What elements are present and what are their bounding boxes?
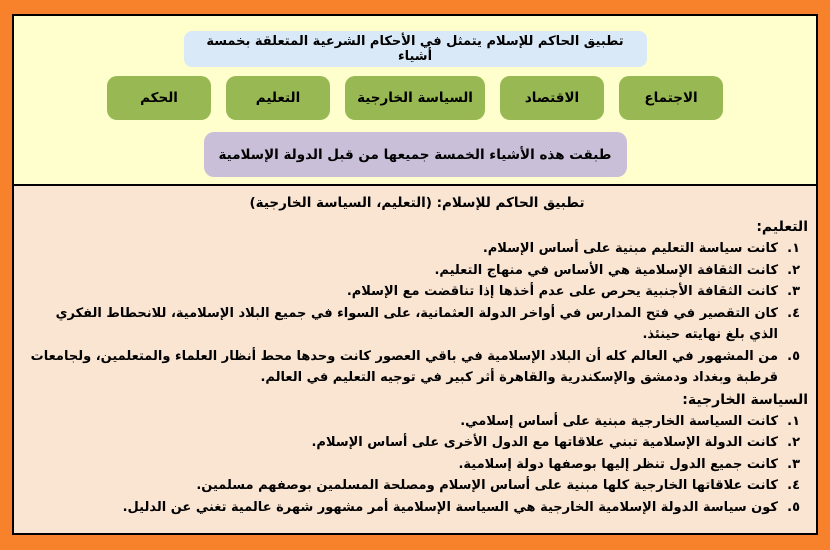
list-item: [26, 475, 808, 497]
section-heading-foreign-policy: السياسة الخارجية:: [682, 391, 808, 408]
item-text: كانت جميع الدول تنظر إليها بوصفها دولة إسلامية.: [458, 456, 778, 472]
category-box-education: [226, 76, 330, 120]
category-label: السياسة الخارجية: [357, 90, 473, 106]
category-row: [107, 76, 723, 120]
item-number: ٣.: [787, 456, 800, 472]
applied-note-text: طبقت هذه الأشياء الخمسة جميعها من قبل الدولة الإسلامية: [218, 146, 612, 163]
overview-panel: [12, 14, 818, 186]
item-text: كانت الدولة الإسلامية تبني علاقاتها مع الدول الأخرى على أساس الإسلام.: [311, 435, 778, 450]
item-number: ٤.: [787, 305, 800, 321]
applied-note-box: [204, 132, 627, 177]
item-text: كانت سياسة التعليم مبنية على أساس الإسلام.: [482, 241, 778, 256]
category-box-governance: [107, 76, 211, 120]
list-item: [26, 497, 808, 519]
category-label: الاقتصاد: [524, 90, 580, 106]
slide-inner: [12, 14, 818, 535]
category-label: الحكم: [140, 90, 178, 106]
item-text: كانت السياسة الخارجية مبنية على أساس إسلامي.: [460, 413, 778, 429]
item-text: كون سياسة الدولة الإسلامية الخارجية هي السياسة الإسلامية أمر مشهور شهرة عالمية تغني عن الدليل.: [122, 499, 778, 515]
main-title-box: [184, 31, 647, 67]
section-foreign-policy: [26, 389, 808, 519]
item-number: ٤.: [787, 478, 800, 493]
list-item: [26, 238, 808, 260]
item-number: ٣.: [787, 284, 800, 299]
item-number: ٥.: [787, 348, 800, 364]
item-number: ٥.: [787, 499, 800, 515]
list-item: [26, 346, 808, 389]
list-item: [26, 432, 808, 454]
section-education: [26, 216, 808, 389]
list-item: [26, 454, 808, 476]
category-label: التعليم: [255, 90, 301, 106]
item-text: كان التقصير في فتح المدارس في أواخر الدولة العثمانية، على السواء في جميع البلاد الإسلامية، للانحطاط الفكري الذي بلغ نهايته حينئذ.: [55, 305, 778, 342]
item-number: ١.: [787, 413, 800, 429]
item-text: كانت علاقاتها الخارجية كلها مبنية على أساس الإسلام ومصلحة المسلمين بوصفهم مسلمين.: [196, 478, 778, 493]
category-label: الاجتماع: [644, 90, 698, 106]
item-text: كانت الثقافة الأجنبية يحرص على عدم أخذها إذا تناقضت مع الإسلام.: [346, 284, 778, 299]
category-box-society: [619, 76, 723, 120]
category-box-foreign-policy: [345, 76, 485, 120]
main-title-text: تطبيق الحاكم للإسلام يتمثل في الأحكام الشرعية المتعلقة بخمسة أشياء: [206, 34, 624, 64]
list-item: [26, 411, 808, 433]
item-number: ٢.: [787, 435, 800, 450]
item-text: من المشهور في العالم كله أن البلاد الإسلامية في باقي العصور كانت وحدها محط أنظار العلماء والمتعلمين، ولجامعات قرطبة وبغداد ودمشق والإسكندرية والقاهرة أثر كبير في توجيه التعليم في العالم.: [30, 348, 778, 385]
item-number: ١.: [787, 241, 800, 256]
list-item: [26, 303, 808, 346]
list-item: [26, 260, 808, 282]
details-panel: [12, 186, 818, 535]
item-text: كانت الثقافة الإسلامية هي الأساس في منهاج التعليم.: [434, 262, 778, 278]
list-item: [26, 281, 808, 303]
section-heading-education: التعليم:: [756, 219, 808, 235]
category-box-economy: [500, 76, 604, 120]
item-number: ٢.: [787, 262, 800, 278]
details-title: تطبيق الحاكم للإسلام: (التعليم، السياسة الخارجية): [249, 195, 585, 211]
